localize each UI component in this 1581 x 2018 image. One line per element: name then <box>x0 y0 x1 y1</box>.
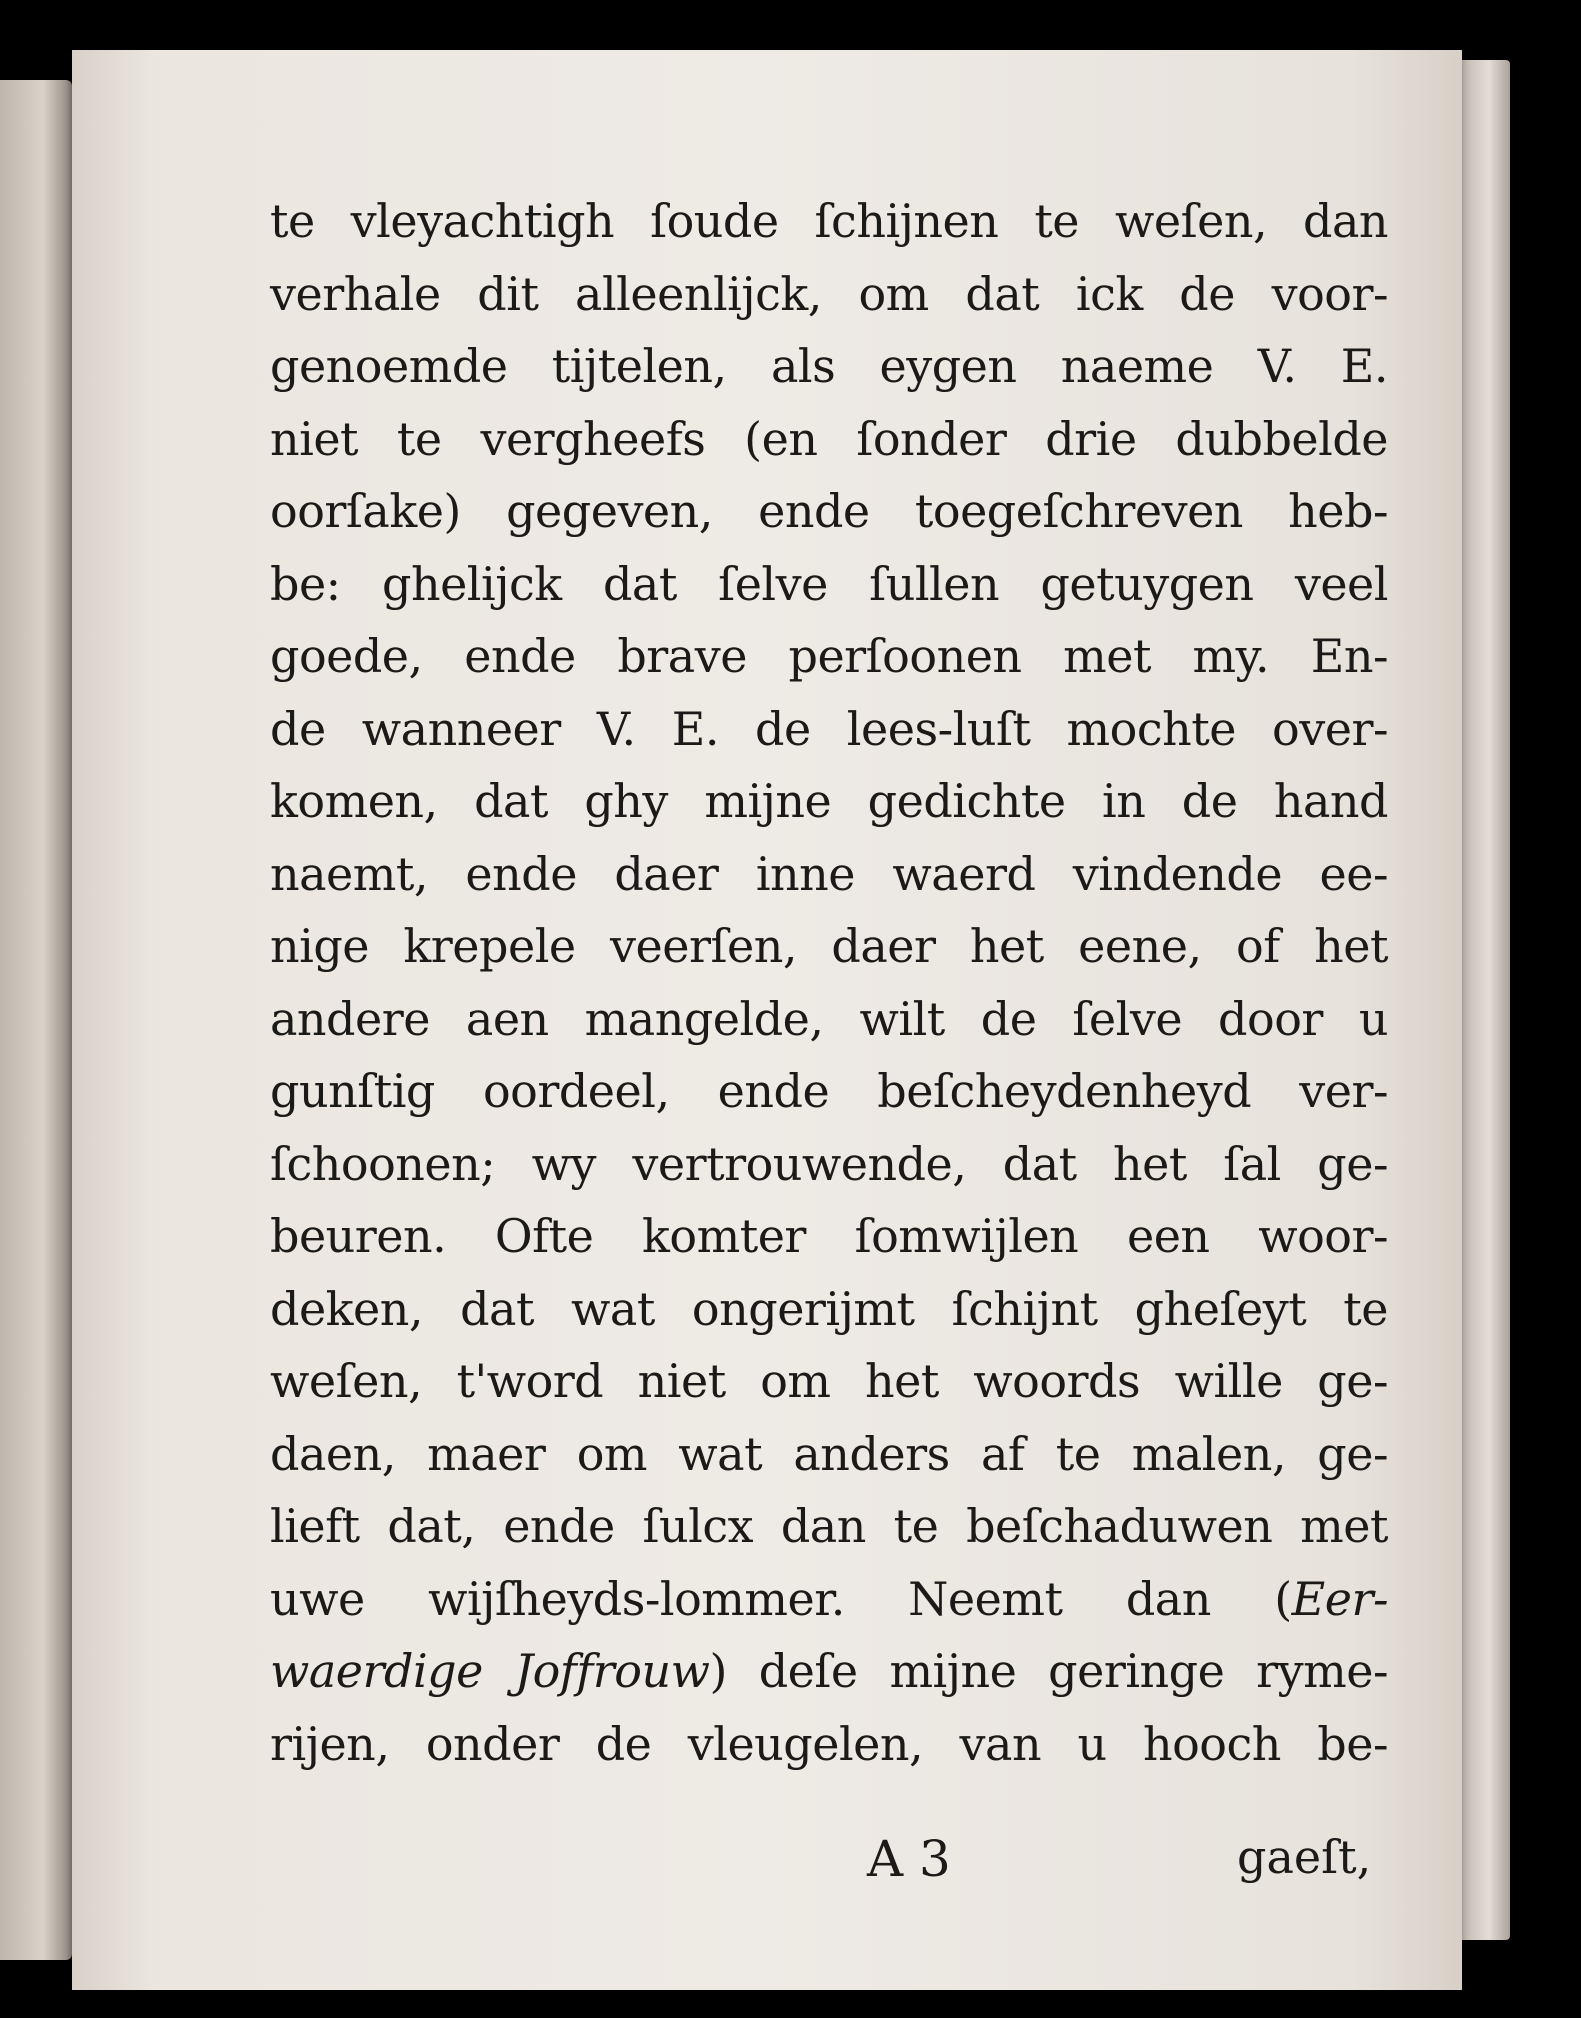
text-line <box>270 1128 1388 1201</box>
text-line <box>270 765 1388 838</box>
text-segment: oorſake) gegeven, ende toegeſchreven heb- <box>270 484 1388 538</box>
text-segment: deken, dat wat ongerijmt ſchijnt gheſeyt te <box>270 1281 1388 1336</box>
text-segment: niet te vergheefs (en ſonder drie dubbelde <box>270 411 1388 466</box>
facing-page-edge <box>0 80 72 1960</box>
text-segment: nige krepele veerſen, daer het eene, of het <box>270 919 1388 973</box>
text-segment: verhale dit alleenlijck, om dat ick de voor- <box>270 266 1388 321</box>
text-segment: beuren. Ofte komter ſomwijlen een woor- <box>270 1209 1388 1263</box>
text-segment: weſen, t'word niet om het woords wille ge- <box>270 1354 1388 1408</box>
text-line <box>270 258 1388 331</box>
text-segment: daen, maer om wat anders af te malen, ge- <box>270 1426 1388 1481</box>
signature-mark: A 3 <box>867 1830 951 1888</box>
text-line <box>270 1418 1388 1491</box>
italic-text: Eer- <box>1291 1571 1388 1626</box>
text-line <box>270 983 1388 1056</box>
text-line <box>270 403 1388 476</box>
text-line <box>270 185 1388 258</box>
text-segment: genoemde tijtelen, als eygen naeme V. E. <box>270 339 1388 393</box>
text-line <box>270 548 1388 621</box>
text-line <box>270 1635 1388 1708</box>
text-line <box>270 1563 1388 1636</box>
text-segment: goede, ende brave perſoonen met my. En- <box>270 629 1388 683</box>
text-line <box>270 1200 1388 1273</box>
body-text <box>270 185 1388 1780</box>
text-segment: gunſtig oordeel, ende beſcheydenheyd ver- <box>270 1064 1388 1118</box>
text-segment: be: ghelijck dat ſelve ſullen getuygen veel <box>270 556 1388 611</box>
text-segment: andere aen mangelde, wilt de ſelve door u <box>270 991 1388 1046</box>
text-segment: uwe wijſheyds-lommer. Neemt dan ( <box>270 1571 1292 1626</box>
book-page <box>72 50 1462 1990</box>
text-line <box>270 475 1388 548</box>
text-line <box>270 838 1388 911</box>
text-line <box>270 1490 1388 1563</box>
italic-text: waerdige Joffrouw <box>270 1644 710 1698</box>
text-line <box>270 693 1388 766</box>
text-line <box>270 1708 1388 1781</box>
text-line <box>270 1273 1388 1346</box>
text-line <box>270 1345 1388 1418</box>
text-segment: ) deſe mijne geringe ryme- <box>709 1644 1388 1698</box>
text-line <box>270 620 1388 693</box>
catchword: gaeſt, <box>1237 1830 1372 1884</box>
text-segment: rijen, onder de vleugelen, van u hooch be- <box>270 1716 1388 1771</box>
text-segment: komen, dat ghy mijne gedichte in de hand <box>270 774 1388 828</box>
text-segment: lieft dat, ende ſulcx dan te beſchaduwen met <box>270 1499 1388 1553</box>
text-segment: te vleyachtigh ſoude ſchijnen te weſen, dan <box>270 194 1388 248</box>
text-line <box>270 910 1388 983</box>
text-segment: ſchoonen; wy vertrouwende, dat het ſal ge- <box>270 1136 1388 1191</box>
text-segment: naemt, ende daer inne waerd vindende ee- <box>270 846 1388 901</box>
text-line <box>270 1055 1388 1128</box>
text-line <box>270 330 1388 403</box>
text-segment: de wanneer V. E. de lees-luſt mochte over- <box>270 701 1388 756</box>
